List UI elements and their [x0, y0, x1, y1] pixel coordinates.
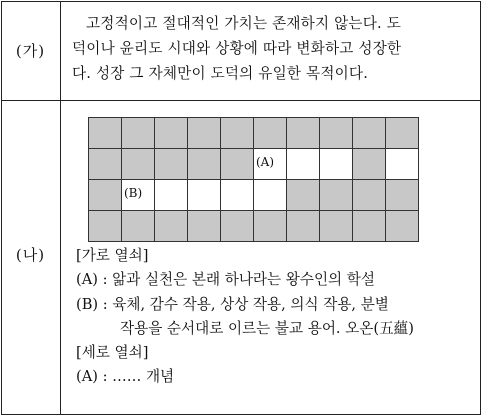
grid-cell-shaded	[254, 211, 287, 242]
row-label-ga: (가)	[15, 42, 46, 60]
grid-cell-shaded	[353, 211, 386, 242]
grid-cell-blank	[221, 180, 254, 211]
grid-cell-shaded	[353, 180, 386, 211]
across-clue-b-continued: 작용을 순서대로 이르는 불교 용어. 오온(五蘊)	[120, 319, 414, 337]
grid-cell-shaded	[353, 118, 386, 149]
grid-cell-shaded	[89, 211, 122, 242]
grid-cell-shaded	[221, 149, 254, 180]
grid-cell-shaded	[353, 149, 386, 180]
across-clue-b-text: 육체, 감수 작용, 상상 작용, 의식 작용, 분별	[112, 295, 389, 313]
down-clue-a-text: …… 개념	[112, 368, 175, 386]
grid-row	[89, 118, 419, 149]
grid-cell-shaded	[188, 211, 221, 242]
grid-cell-shaded	[188, 118, 221, 149]
passage-line-3: 다. 성장 그 자체만이 도덕의 유일한 목적이다.	[72, 65, 369, 82]
grid-row	[89, 149, 419, 180]
grid-cell-shaded	[155, 118, 188, 149]
grid-cell-blank	[320, 149, 353, 180]
row-divider	[1, 100, 481, 101]
across-clue-b	[76, 293, 414, 317]
crossword-clues	[76, 244, 414, 390]
grid-cell-shaded	[386, 211, 419, 242]
grid-cell-blank	[155, 180, 188, 211]
across-clue-a-label: (A) :	[76, 271, 108, 289]
grid-cell-shaded	[155, 149, 188, 180]
grid-cell-blank	[254, 149, 287, 180]
grid-cell-shaded	[188, 149, 221, 180]
grid-cell-shaded	[386, 180, 419, 211]
grid-cell-shaded	[89, 180, 122, 211]
down-clue-a-label: (A) :	[76, 368, 108, 386]
down-clue-a	[76, 365, 414, 389]
grid-cell-shaded	[287, 180, 320, 211]
grid-cell-shaded	[155, 211, 188, 242]
grid-cell-blank	[122, 180, 155, 211]
across-clue-a-text: 앎과 실천은 본래 하나라는 왕수인의 학설	[112, 271, 375, 289]
grid-cell-shaded	[386, 118, 419, 149]
grid-cell-shaded	[287, 211, 320, 242]
grid-cell-blank	[254, 180, 287, 211]
grid-mark-b: (B)	[124, 186, 143, 200]
grid-cell-shaded	[122, 211, 155, 242]
grid-cell-shaded	[89, 149, 122, 180]
column-divider	[60, 1, 61, 415]
grid-cell-shaded	[122, 118, 155, 149]
grid-row	[89, 211, 419, 242]
passage-line-2: 덕이나 윤리도 시대와 상황에 따라 변화하고 성장한	[72, 40, 402, 57]
across-clues-header: [가로 열쇠]	[76, 247, 149, 264]
across-clue-a	[76, 268, 414, 292]
crossword-grid	[88, 117, 419, 242]
grid-cell-shaded	[254, 118, 287, 149]
passage-line-1: 고정적이고 절대적인 가치는 존재하지 않는다. 도	[86, 15, 401, 32]
grid-cell-shaded	[320, 180, 353, 211]
grid-mark-a: (A)	[256, 155, 275, 169]
across-clue-b-label: (B) :	[76, 295, 108, 313]
grid-cell-shaded	[320, 211, 353, 242]
down-clues-header: [세로 열쇠]	[76, 344, 149, 362]
grid-cell-blank	[188, 180, 221, 211]
grid-cell-blank	[386, 149, 419, 180]
grid-cell-shaded	[221, 118, 254, 149]
grid-cell-shaded	[89, 118, 122, 149]
grid-cell-shaded	[320, 118, 353, 149]
grid-cell-shaded	[221, 211, 254, 242]
passage-ga	[72, 11, 472, 86]
grid-row	[89, 180, 419, 211]
grid-cell-shaded	[287, 118, 320, 149]
row-label-na: (나)	[15, 246, 46, 264]
grid-cell-shaded	[122, 149, 155, 180]
grid-cell-blank	[287, 149, 320, 180]
